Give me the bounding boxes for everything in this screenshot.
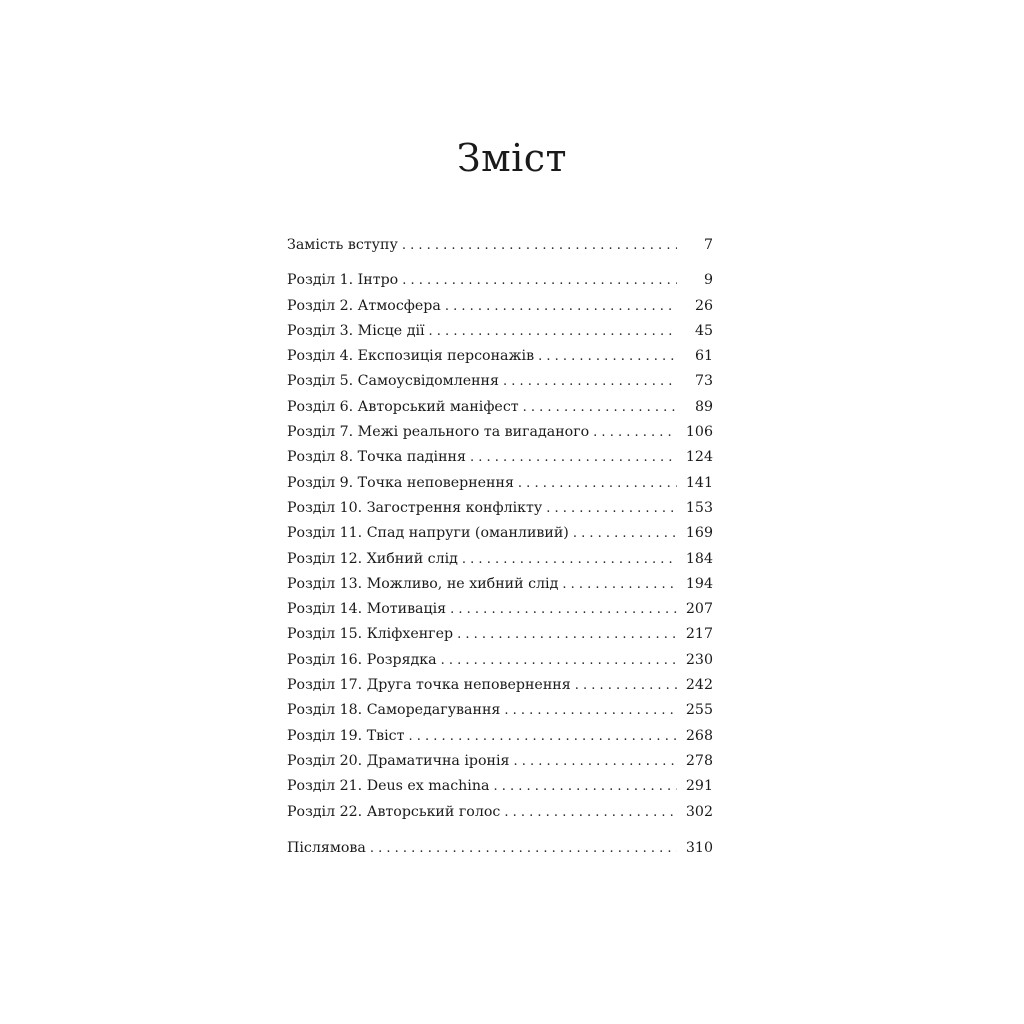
toc-entry-label: Розділ 20. Драматична іронія: [287, 752, 510, 769]
toc-page-number: 61: [694, 348, 713, 365]
toc-leader-dots: [504, 800, 677, 825]
toc-page-number: 255: [685, 702, 713, 719]
toc-entry: [287, 233, 713, 258]
toc-page-number: 89: [694, 398, 713, 415]
toc-leader-dots: [402, 268, 677, 293]
toc-page-number: 230: [685, 651, 713, 668]
toc-entry: [287, 622, 713, 647]
toc-leader-dots: [462, 547, 677, 572]
toc-page-number: 141: [685, 474, 713, 491]
toc-entry: [287, 319, 713, 344]
toc-page-number: 217: [685, 626, 713, 643]
toc-page-number: 268: [685, 727, 713, 744]
toc-entry: [287, 836, 713, 861]
toc-entry-label: Розділ 16. Розрядка: [287, 651, 437, 668]
toc-entry-label: Розділ 1. Інтро: [287, 272, 399, 289]
toc-entry: [287, 294, 713, 319]
toc-entry: [287, 369, 713, 394]
toc-page-number: 302: [685, 803, 713, 820]
toc-entry: [287, 344, 713, 369]
toc-page-number: 194: [685, 575, 713, 592]
toc-entry-label: Розділ 14. Мотивація: [287, 601, 447, 618]
toc-entry-label: Розділ 6. Авторський маніфест: [287, 398, 519, 415]
toc-leader-dots: [513, 749, 677, 774]
toc-page-number: 278: [685, 752, 713, 769]
toc-entry: [287, 471, 713, 496]
toc-entry-label: Розділ 21. Deus ex machina: [287, 778, 490, 795]
toc-entry: [287, 521, 713, 546]
toc-leader-dots: [503, 369, 677, 394]
toc-leader-dots: [457, 622, 677, 647]
toc-entry-label: Розділ 17. Друга точка неповернення: [287, 677, 571, 694]
toc-entry-label: Розділ 11. Спад напруги (оманливий): [287, 525, 569, 542]
toc-leader-dots: [504, 698, 677, 723]
toc-entry-label: Розділ 4. Експозиція персонажів: [287, 348, 535, 365]
toc-entry: [287, 800, 713, 825]
toc-entry: [287, 648, 713, 673]
toc-entry: [287, 268, 713, 293]
toc-leader-dots: [402, 233, 677, 258]
toc-page-number: 45: [694, 322, 713, 339]
toc-entry-label: Розділ 9. Точка неповернення: [287, 474, 514, 491]
toc-page-number: 184: [685, 550, 713, 567]
toc-entry-label: Розділ 22. Авторський голос: [287, 803, 501, 820]
toc-leader-dots: [562, 572, 677, 597]
toc-entry: [287, 673, 713, 698]
toc-leader-dots: [538, 344, 677, 369]
toc-leader-dots: [518, 471, 677, 496]
toc-entry: [287, 572, 713, 597]
toc-leader-dots: [493, 774, 677, 799]
toc-entry-label: Розділ 18. Саморедагування: [287, 702, 501, 719]
toc-entry-label: Розділ 8. Точка падіння: [287, 449, 466, 466]
toc-page-number: 310: [685, 839, 713, 856]
toc-entry: [287, 749, 713, 774]
toc-page-number: 124: [685, 449, 713, 466]
toc-leader-dots: [445, 294, 677, 319]
toc-page-number: 7: [703, 237, 713, 253]
toc-entry-label: Розділ 7. Межі реального та вигаданого: [287, 424, 590, 441]
toc-entry: [287, 420, 713, 445]
toc-entry-label: Післямова: [287, 839, 366, 856]
toc-leader-dots: [441, 648, 677, 673]
toc-page-number: 153: [685, 499, 713, 516]
toc-entry: [287, 395, 713, 420]
toc-entry: [287, 597, 713, 622]
page-title: Зміст: [456, 136, 568, 180]
toc-entry: [287, 698, 713, 723]
toc-entry-label: Розділ 15. Кліфхенгер: [287, 626, 454, 643]
toc-entry: [287, 496, 713, 521]
toc-leader-dots: [546, 496, 677, 521]
toc-page-number: 106: [685, 424, 713, 441]
toc-page-number: 26: [694, 297, 713, 314]
toc-entry: [287, 774, 713, 799]
toc-entry-label: Розділ 2. Атмосфера: [287, 297, 441, 314]
toc-leader-dots: [470, 445, 677, 470]
table-of-contents: [287, 233, 713, 861]
toc-page-number: 242: [685, 677, 713, 694]
toc-leader-dots: [450, 597, 677, 622]
toc-entry: [287, 547, 713, 572]
toc-page-number: 291: [685, 778, 713, 795]
toc-leader-dots: [370, 836, 677, 861]
toc-entry-label: Розділ 12. Хибний слід: [287, 550, 458, 567]
toc-leader-dots: [408, 724, 677, 749]
toc-leader-dots: [573, 521, 677, 546]
toc-entry-label: Розділ 5. Самоусвідомлення: [287, 373, 499, 390]
toc-entry-label: Розділ 13. Можливо, не хибний слід: [287, 575, 559, 592]
toc-entry-label: Розділ 19. Твіст: [287, 727, 405, 744]
toc-page-number: 9: [703, 272, 713, 289]
toc-entry: [287, 724, 713, 749]
toc-leader-dots: [523, 395, 677, 420]
toc-page-number: 73: [694, 373, 713, 390]
toc-leader-dots: [429, 319, 677, 344]
toc-leader-dots: [593, 420, 677, 445]
toc-entry-label: Замість вступу: [287, 237, 398, 253]
toc-entry-label: Розділ 3. Місце дії: [287, 322, 425, 339]
toc-page-number: 207: [685, 601, 713, 618]
toc-page-number: 169: [685, 525, 713, 542]
toc-leader-dots: [575, 673, 677, 698]
toc-entry-label: Розділ 10. Загострення конфлікту: [287, 499, 543, 516]
toc-entry: [287, 445, 713, 470]
